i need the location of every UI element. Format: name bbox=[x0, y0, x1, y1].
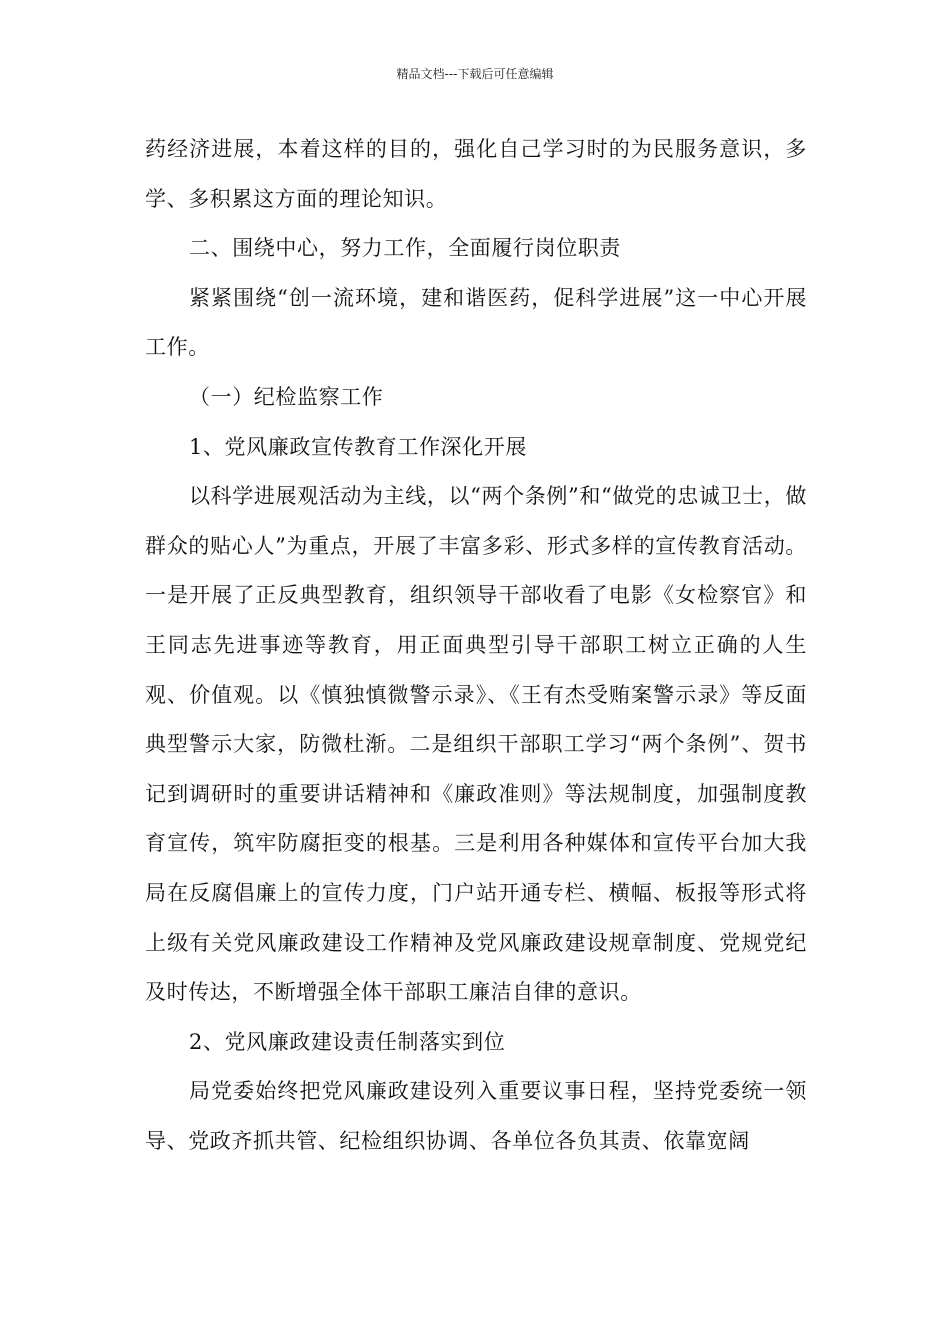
paragraph: 紧紧围绕“创一流环境，建和谐医药，促科学进展”这一中心开展工作。 bbox=[145, 285, 807, 360]
subsection-heading: （一）纪检监察工作 bbox=[189, 384, 384, 409]
paragraph: 局党委始终把党风廉政建设列入重要议事日程，坚持党委统一领导、党政齐抓共管、纪检组织协调、各单位各负其责、依靠宽阔 bbox=[145, 1079, 807, 1153]
section-heading: 二、围绕中心，努力工作，全面履行岗位职责 bbox=[189, 236, 621, 261]
item-heading: 2、党风廉政建设责任制落实到位 bbox=[189, 1029, 506, 1054]
page-header: 精品文档---下载后可任意编辑 bbox=[396, 67, 554, 81]
paragraph: 以科学进展观活动为主线，以“两个条例”和“做党的忠诚卫士，做群众的贴心人”为重点，开展了丰富多彩、形式多样的宣传教育活动。一是开展了正反典型教育，组织领导干部收看了电影《女检察官》和王同志先进事迹等教育，用正面典型引导干部职工树立正确的人生观、价值观。以《慎独慎微警示录》、《王有杰受贿案警示录》等反面典型警示大家，防微杜渐。二是组织干部职工学习“两个条例”、贺书记到调研时的重要讲话精神和《廉政准则》等法规制度，加强制度教育宣传，筑牢防腐拒变的根基。三是利用各种媒体和宣传平台加大我局在反腐倡廉上的宣传力度，门户站开通专栏、横幅、板报等形式将上级有关党风廉政建设工作精神及党风廉政建设规章制度、党规党纪及时传达，不断增强全体干部职工廉洁自律的意识。 bbox=[145, 484, 807, 1005]
paragraph: 药经济进展，本着这样的目的，强化自己学习时的为民服务意识，多学、多积累这方面的理论知识。 bbox=[145, 137, 807, 211]
document-body bbox=[145, 125, 807, 1166]
item-heading: 1、党风廉政宣传教育工作深化开展 bbox=[189, 434, 527, 459]
